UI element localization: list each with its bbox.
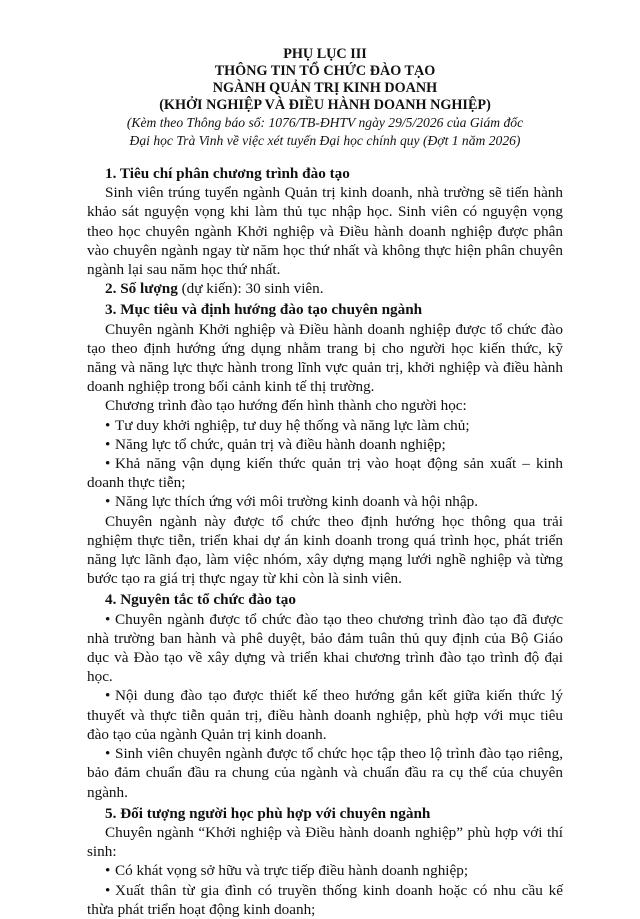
bullet-icon: • [105,881,111,899]
section-4-heading: 4. Nguyên tắc tổ chức đào tạo [105,591,296,609]
list-item: • Tư duy khởi nghiệp, tư duy hệ thống và năng lực làm chủ; [105,416,470,434]
bullet-icon: • [105,610,111,628]
list-item: • Năng lực thích ứng với môi trường kinh doanh và hội nhập. [105,493,479,511]
list-item: • Có khát vọng sở hữu và trực tiếp điều hành doanh nghiệp; [105,862,469,880]
section-1-heading: 1. Tiêu chí phân chương trình đào tạo [105,165,350,182]
list-item: • Nội dung đào tạo được thiết kế theo hướng gắn kết giữa kiến thức lý thuyết và thực tiễn quản trị, điều hành doanh nghiệp, phù hợp với mục tiêu đào tạo của ngành Quản trị kinh doanh. [87,687,563,743]
section-1-paragraph: Sinh viên trúng tuyển ngành Quản trị kinh doanh, nhà trường sẽ tiến hành khảo sát nguyện vọng khi làm thủ tục nhập học. Sinh viên có nguyện vọng theo học chuyên ngành Khởi nghiệp và Điều hành doanh nghiệp được phân vào chuyên ngành ngay từ năm học thứ nhất và không thực hiện phân chuyên ngành lại sau năm học thứ nhất. [87,184,563,279]
section-5-heading: 5. Đối tượng người học phù hợp với chuyên ngành [105,804,431,822]
list-item: • Sinh viên chuyên ngành được tổ chức học tập theo lộ trình đào tạo riêng, bảo đảm chuẩn đầu ra chung của ngành và chuẩn đầu ra cụ thể của chuyên ngành. [87,745,563,801]
note-line-1: (Kèm theo Thông báo số: 1076/TB-ĐHTV ngày 29/5/2026 của Giám đốc [126,115,524,130]
bullet-icon: • [105,687,111,705]
doc-title: THÔNG TIN TỔ CHỨC ĐÀO TẠO [214,63,436,79]
section-5-paragraph: Chuyên ngành “Khởi nghiệp và Điều hành doanh nghiệp” phù hợp với thí sinh: [87,823,563,861]
bullet-icon: • [105,435,111,453]
list-item: • Năng lực tổ chức, quản trị và điều hành doanh nghiệp; [105,435,446,453]
bullet-icon: • [105,493,111,511]
list-item: • Xuất thân từ gia đình có truyền thống kinh doanh hoặc có nhu cầu kế thừa phát triển hoạt động kinh doanh; [87,881,563,918]
attachment-note [87,114,563,150]
section-2-value: (dự kiến): 30 sinh viên. [177,280,324,298]
list-item: • Chuyên ngành được tổ chức đào tạo theo chương trình đào tạo đã được nhà trường ban hành và phê duyệt, bảo đảm tuân thủ quy định của Bộ Giáo dục và Đào tạo về xây dựng và triển khai chương trình đào tạo trình độ đại học. [87,610,563,686]
bullet-icon: • [105,862,111,880]
section-2-line [87,279,563,298]
section-3-paragraph-1: Chuyên ngành Khởi nghiệp và Điều hành doanh nghiệp được tổ chức đào tạo theo định hướng ứng dụng nhằm trang bị cho người học kiến thức, kỹ năng và năng lực thực hành trong lĩnh vực quản trị, khởi nghiệp và điều hành doanh nghiệp trong bối cảnh kinh tế thị trường. [87,320,563,396]
bullet-icon: • [105,745,111,763]
major-title: NGÀNH QUẢN TRỊ KINH DOANH [212,80,438,96]
specialization-title: (KHỞI NGHIỆP VÀ ĐIỀU HÀNH DOANH NGHIỆP) [159,97,491,113]
bullet-icon: • [105,455,111,473]
list-item: • Khả năng vận dụng kiến thức quản trị vào hoạt động sản xuất – kinh doanh thực tiễn; [87,455,563,492]
note-line-2: Đại học Trà Vinh về việc xét tuyển Đại học chính quy (Đợt 1 năm 2026) [129,133,521,148]
section-3-paragraph-2: Chương trình đào tạo hướng đến hình thành cho người học: [105,397,467,415]
document-page [87,46,563,919]
section-3-paragraph-3: Chuyên ngành này được tổ chức theo định hướng học thông qua trải nghiệm thực tiễn, triển khai dự án kinh doanh trong quá trình học, phát triển năng lực lãnh đạo, làm việc nhóm, xây dựng mạng lưới nghề nghiệp và từng bước tạo ra giá trị thực ngay từ khi còn là sinh viên. [87,512,563,588]
bullet-icon: • [105,416,111,434]
section-2-label: 2. Số lượng [105,280,178,298]
section-3-heading: 3. Mục tiêu và định hướng đào tạo chuyên ngành [105,301,423,319]
appendix-title: PHỤ LỤC III [283,46,367,62]
